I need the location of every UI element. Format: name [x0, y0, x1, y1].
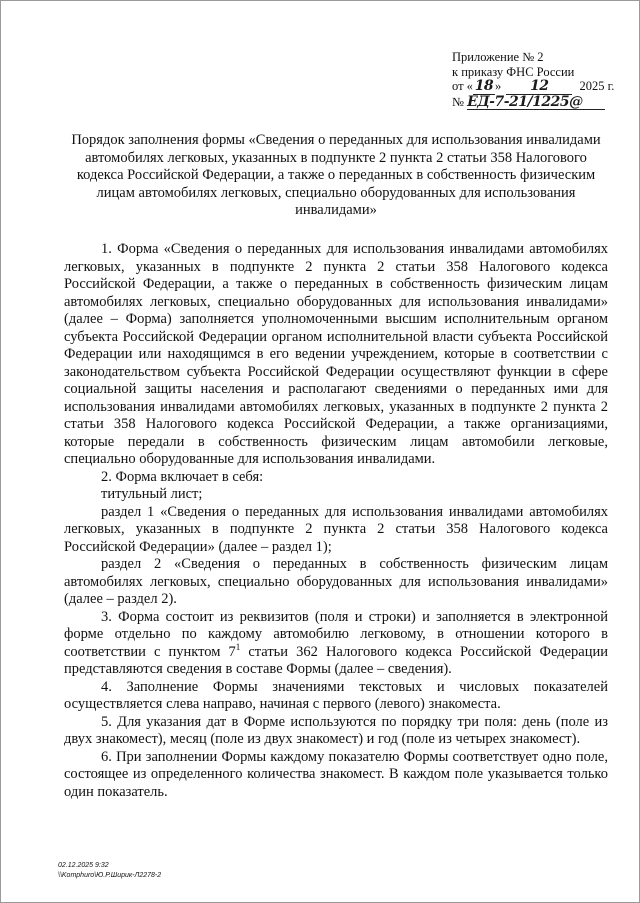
annex-title: Приложение № 2: [452, 50, 544, 64]
footer-path: \\Komphuro\Ю.Р.Ширик-Л2278-2: [58, 872, 162, 879]
annex-number-prefix: №: [452, 94, 468, 109]
paragraph-3-before: 3. Форма состоит из реквизитов (поля и строки) и заполняется в электронной форме отдельно по каждому автомобилю легковому, в отношении которого в соответствии с пунктом 7: [64, 608, 608, 660]
annex-date-year: 2025 г.: [579, 79, 615, 93]
paragraph-3-after: статьи 362 Налогового кодекса Российской Федерации представляются сведения в составе Формы (далее – сведения).: [64, 643, 608, 677]
annex-date-prefix: от «: [452, 79, 473, 93]
paragraph-6: 6. При заполнении Формы каждому показателю Формы соответствует одно поле, состоящее из определенного количества знакомест. В каждом поле указывается только один показатель.: [64, 748, 608, 800]
footer-timestamp: 02.12.2025 9:32: [58, 862, 109, 869]
paragraph-2: 2. Форма включает в себя:: [101, 468, 264, 485]
annex-number-value: ЕД-7-21/1225@: [467, 95, 605, 111]
paragraph-4: 4. Заполнение Формы значениями текстовых и числовых показателей осуществляется слева направо, начиная с первого (левого) знакоместа.: [64, 678, 608, 712]
annex-date-day: 18: [474, 78, 494, 94]
annex-date-mid: »: [494, 79, 502, 93]
annex-date-month: 12: [506, 79, 572, 95]
paragraph-1: 1. Форма «Сведения о переданных для использования инвалидами автомобилях легковых, указанных в подпункте 2 пункта 2 статьи 358 Налогового кодекса Российской Федерации, а также о переданных в собственность физическим лицам автомобилях легковых, специально оборудованных для использования инвалидами» (далее – Форма) заполняется уполномоченными высшим исполнительным органом субъекта Российской Федерации органом исполнительной власти субъекта Российской Федерации или находящимся в его ведении учреждением, которые в соответствии с законодательством субъекта Российской Федерации осуществляют функции в сфере социальной защиты населения и располагают сведениями о переданных ими для использования инвалидами автомобилях легковых, указанных в подпункте 2 пункта 2 статьи 358 Налогового кодекса Российской Федерации, а также организациями, которые передали в собственность физическим лицам автомобили легковые, специально оборудованные для использования инвалидами.: [64, 241, 608, 467]
footer-stamp: [58, 861, 161, 881]
paragraph-title-sheet: титульный лист;: [101, 486, 203, 502]
paragraph-3: [64, 609, 608, 679]
document-title: Порядок заполнения формы «Сведения о переданных для использования инвалидами автомобилях легковых, указанных в подпункте 2 пункта 2 статьи 358 Налогового кодекса Российской Федерации, а также о переданных в собственность физическим лицам автомобилях легковых, специально оборудованных для использования инвалидами»: [71, 132, 601, 218]
paragraph-section-2: раздел 2 «Сведения о переданных в собственность физическим лицам автомобилях легковых, специально оборудованных для использования инвалидами» (далее – раздел 2).: [64, 556, 608, 607]
paragraph-3-sup: 1: [235, 641, 241, 652]
annex-date: [452, 79, 622, 95]
document-body: [64, 241, 608, 801]
paragraph-5: 5. Для указания дат в Форме используются по порядку три поля: день (поле из двух знакомест), месяц (поле из двух знакомест) и год (поле из четырех знакомест).: [64, 713, 608, 747]
annex-number: [452, 95, 622, 111]
paragraph-section-1: раздел 1 «Сведения о переданных для использования инвалидами автомобилях легковых, указанных в подпункте 2 пункта 2 статьи 358 Налогового кодекса Российской Федерации» (далее – раздел 1);: [64, 503, 608, 555]
annex-block: [452, 50, 622, 110]
annex-order: к приказу ФНС России: [452, 64, 575, 79]
